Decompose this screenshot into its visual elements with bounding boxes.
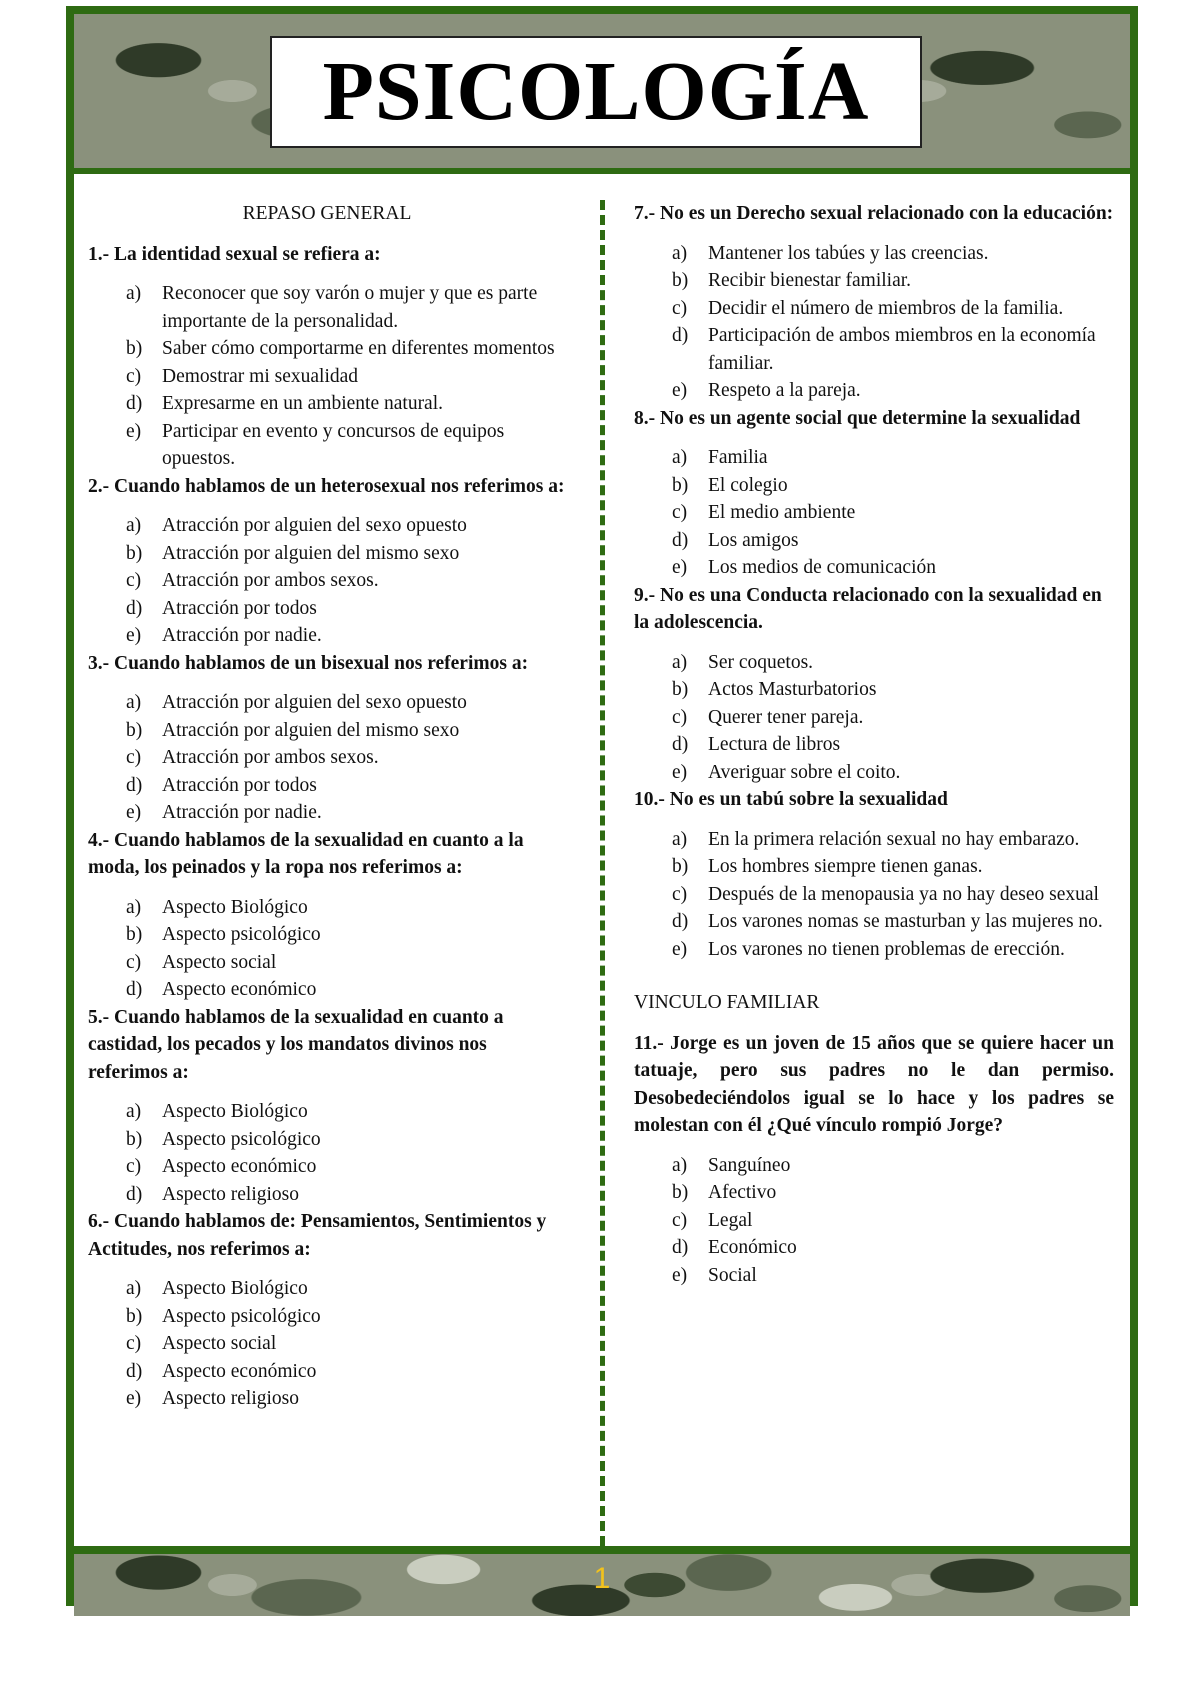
option-e: e) Los medios de comunicación bbox=[672, 557, 936, 578]
option-c: c) Legal bbox=[672, 1209, 753, 1231]
option-c: c) El medio ambiente bbox=[672, 502, 856, 523]
question-text: 10.- No es un tabú sobre la sexualidad bbox=[634, 789, 948, 810]
option-c: c) Demostrar mi sexualidad bbox=[126, 365, 359, 387]
question-6 bbox=[88, 1208, 566, 1413]
question-4 bbox=[88, 827, 566, 1004]
question-text: 3.- Cuando hablamos de un bisexual nos referimos a: bbox=[88, 652, 529, 674]
option-b: b) Actos Masturbatorios bbox=[672, 679, 877, 700]
option-c: c) Aspecto social bbox=[126, 951, 277, 973]
option-b: b) Afectivo bbox=[672, 1182, 777, 1203]
option-a: a) Aspecto Biológico bbox=[126, 896, 308, 918]
option-e: e) Respeto a la pareja. bbox=[672, 380, 861, 401]
option-b: b) Atracción por alguien del mismo sexo bbox=[126, 542, 460, 564]
page-frame bbox=[66, 6, 1138, 1606]
section-heading-vinculo: VINCULO FAMILIAR bbox=[634, 992, 820, 1013]
question-text: 4.- Cuando hablamos de la sexualidad en cuanto a la moda, los peinados y la ropa nos referimos a: bbox=[88, 829, 524, 878]
option-b: b) Saber cómo comportarme en diferentes momentos bbox=[126, 338, 555, 359]
title-box bbox=[270, 36, 922, 148]
option-a: a) Reconocer que soy varón o mujer y que es parte importante de la personalidad. bbox=[126, 283, 538, 332]
option-c: c) Decidir el número de miembros de la familia. bbox=[672, 297, 1064, 319]
option-c: c) Aspecto social bbox=[126, 1333, 277, 1354]
question-text: 5.- Cuando hablamos de la sexualidad en cuanto a castidad, los pecados y los mandatos divinos nos referimos a: bbox=[88, 1006, 504, 1083]
left-column bbox=[88, 200, 566, 1413]
option-c: c) Querer tener pareja. bbox=[672, 706, 864, 728]
right-column bbox=[634, 200, 1114, 1289]
question-text: 1.- La identidad sexual se refiera a: bbox=[88, 243, 381, 265]
option-d: d) Aspecto económico bbox=[126, 1360, 317, 1382]
option-d: d) Atracción por todos bbox=[126, 597, 317, 619]
option-a: a) En la primera relación sexual no hay embarazo. bbox=[672, 828, 1080, 850]
question-text: 11.- Jorge es un joven de 15 años que se quiere hacer un tatuaje, pero sus padres no le dan permiso. Desobedeciéndolos igual se lo hace y los padres se molestan con él ¿Qué vínculo rompió Jorge? bbox=[634, 1032, 1114, 1136]
option-a: a) Atracción por alguien del sexo opuesto bbox=[126, 692, 467, 713]
option-c: c) Atracción por ambos sexos. bbox=[126, 747, 379, 768]
option-e: e) Averiguar sobre el coito. bbox=[672, 761, 901, 783]
option-c: c) Después de la menopausia ya no hay deseo sexual bbox=[672, 883, 1099, 905]
option-d: d) Expresarme en un ambiente natural. bbox=[126, 393, 444, 414]
header-camouflage-banner bbox=[74, 14, 1130, 174]
page-number: 1 bbox=[593, 1562, 611, 1595]
question-text: 9.- No es una Conducta relacionado con la sexualidad en la adolescencia. bbox=[634, 584, 1102, 633]
option-d: d) Los amigos bbox=[672, 529, 799, 551]
section-heading-repaso: REPASO GENERAL bbox=[242, 203, 412, 224]
question-10 bbox=[634, 786, 1114, 963]
question-5 bbox=[88, 1004, 566, 1209]
question-2 bbox=[88, 473, 566, 650]
option-a: a) Aspecto Biológico bbox=[126, 1278, 308, 1299]
option-b: b) Aspecto psicológico bbox=[126, 1305, 321, 1327]
option-b: b) Aspecto psicológico bbox=[126, 1128, 321, 1150]
option-a: a) Atracción por alguien del sexo opuesto bbox=[126, 515, 467, 536]
question-7 bbox=[634, 200, 1114, 405]
option-c: c) Aspecto económico bbox=[126, 1156, 317, 1177]
question-text: 8.- No es un agente social que determine la sexualidad bbox=[634, 407, 1081, 429]
option-e: e) Atracción por nadie. bbox=[126, 625, 322, 646]
option-e: e) Participar en evento y concursos de equipos opuestos. bbox=[126, 420, 505, 469]
page-title: PSICOLOGÍA bbox=[322, 45, 870, 138]
option-a: a) Sanguíneo bbox=[672, 1154, 791, 1176]
footer-camouflage-banner bbox=[74, 1546, 1130, 1616]
question-3 bbox=[88, 650, 566, 827]
question-text: 7.- No es un Derecho sexual relacionado con la educación: bbox=[634, 203, 1114, 224]
option-b: b) Los hombres siempre tienen ganas. bbox=[672, 856, 983, 877]
option-a: a) Mantener los tabúes y las creencias. bbox=[672, 242, 989, 264]
question-1 bbox=[88, 241, 566, 473]
option-d: d) Participación de ambos miembros en la economía familiar. bbox=[672, 325, 1096, 374]
option-d: d) Atracción por todos bbox=[126, 774, 317, 796]
question-text: 2.- Cuando hablamos de un heterosexual nos referimos a: bbox=[88, 475, 565, 497]
option-b: b) Atracción por alguien del mismo sexo bbox=[126, 719, 460, 741]
option-e: e) Los varones no tienen problemas de erección. bbox=[672, 938, 1065, 960]
option-e: e) Atracción por nadie. bbox=[126, 802, 322, 823]
option-d: d) Aspecto económico bbox=[126, 979, 317, 1000]
option-b: b) Recibir bienestar familiar. bbox=[672, 270, 912, 291]
question-8 bbox=[634, 405, 1114, 582]
option-e: e) Social bbox=[672, 1264, 757, 1286]
option-c: c) Atracción por ambos sexos. bbox=[126, 570, 379, 591]
question-9 bbox=[634, 582, 1114, 787]
option-a: a) Aspecto Biológico bbox=[126, 1101, 308, 1122]
option-d: d) Lectura de libros bbox=[672, 734, 841, 755]
option-d: d) Económico bbox=[672, 1237, 797, 1258]
question-11 bbox=[634, 1030, 1114, 1290]
option-b: b) Aspecto psicológico bbox=[126, 924, 321, 945]
option-a: a) Ser coquetos. bbox=[672, 651, 814, 673]
option-d: d) Aspecto religioso bbox=[126, 1183, 300, 1205]
option-a: a) Familia bbox=[672, 447, 768, 468]
column-divider bbox=[600, 200, 605, 1546]
spacer bbox=[634, 963, 1114, 989]
option-b: b) El colegio bbox=[672, 474, 788, 496]
option-d: d) Los varones nomas se masturban y las mujeres no. bbox=[672, 911, 1103, 932]
question-text: 6.- Cuando hablamos de: Pensamientos, Sentimientos y Actitudes, nos referimos a: bbox=[88, 1211, 547, 1260]
option-e: e) Aspecto religioso bbox=[126, 1388, 300, 1409]
